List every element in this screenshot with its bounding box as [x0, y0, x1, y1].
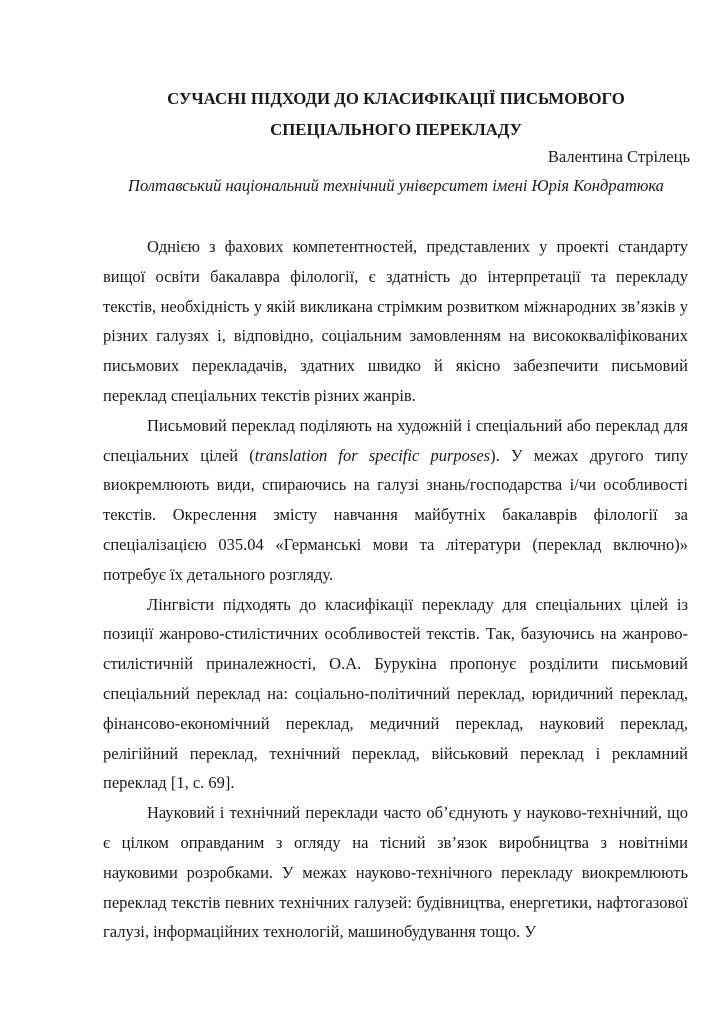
paragraph-1: Однією з фахових компетентностей, представлених у проекті стандарту вищої освіти бакалавра філології, є здатність до інтерпретації та перекладу текстів, необхідність у якій викликана стрімким розвитком міжнародних зв’язків у різних галузях і, відповідно, соціальним замовленням на висококваліфікованих письмових перекладачів, здатних швидко й якісно забезпечити письмовий переклад спеціальних текстів різних жанрів. [103, 237, 688, 405]
paragraph-2-text-start: Письмовий переклад поділяють на художній і спеціальний або переклад для спеціальних цілей ( [103, 415, 688, 465]
author-affiliation: Полтавський національний технічний університет імені Юрія Кондратюка [128, 176, 664, 195]
paragraph-2-text-end: ). У межах другого типу виокремлюють види, спираючись на галузі знань/господарства і/чи особливості текстів. Окреслення змісту навчання майбутніх бакалаврів філології за спеціалізацією 035.04 «Германські мови та літератури (переклад включно)» потребує їх детального розгляду. [103, 445, 688, 584]
paper-title: СУЧАСНІ ПІДХОДИ ДО КЛАСИФІКАЦІЇ ПИСЬМОВОГО СПЕЦІАЛЬНОГО ПЕРЕКЛАДУ [167, 89, 625, 139]
paragraph-2 [103, 411, 688, 590]
paragraph-2-english-term: translation for specific purposes [254, 445, 491, 465]
paragraph-4: Науковий і технічний переклади часто об’єднують у науково-технічний, що є цілком оправданим з огляду на тісний зв’язок виробництва з новітніми науковими розробками. У межах науково-технічного перекладу виокремлюють переклад текстів певних технічних галузей: будівництва, енергетики, нафтогазової галузі, інформаційних технологій, машинобудування тощо. У [103, 803, 688, 942]
paragraph-3: Лінгвісти підходять до класифікації перекладу для спеціальних цілей із позиції жанрово-стилістичних особливостей текстів. Так, базуючись на жанрово-стилістичній приналежності, О.А. Бурукіна пропонує розділити письмовий спеціальний переклад на: соціально-політичний переклад, юридичний переклад, фінансово-економічний переклад, медичний переклад, науковий переклад, релігійний переклад, технічний переклад, військовий переклад і рекламний переклад [1, с. 69]. [103, 594, 688, 793]
body-text [103, 232, 688, 947]
author-name: Валентина Стрілець [547, 147, 690, 166]
